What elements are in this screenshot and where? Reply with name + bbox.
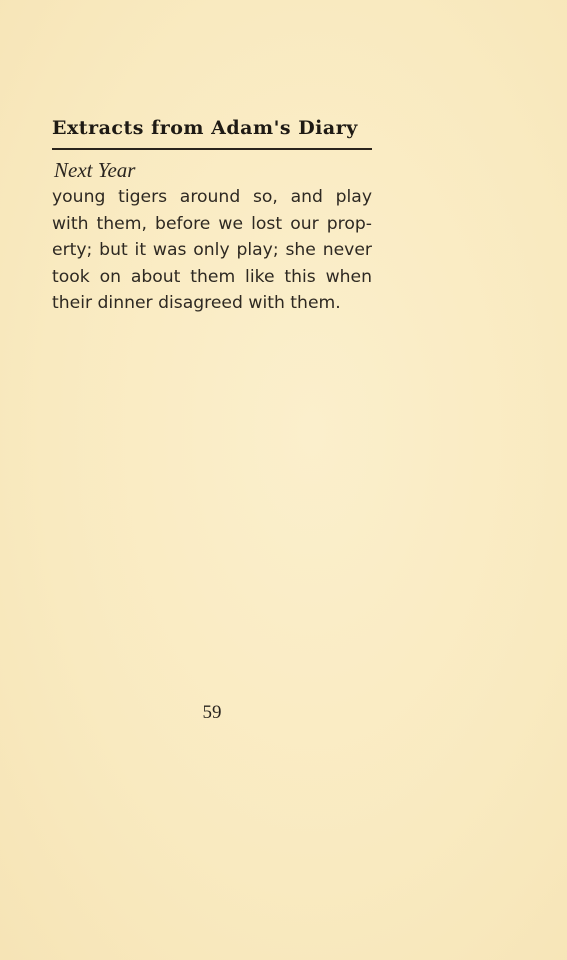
section-title: Next Year (54, 158, 136, 182)
body-line: young tigers around so, and play (52, 187, 372, 207)
body-paragraph (52, 184, 372, 317)
running-head: Extracts from Adam's Diary (52, 117, 358, 139)
body-line: took on about them like this when (52, 266, 372, 287)
header-rule (52, 148, 372, 150)
page-number: 59 (202, 702, 222, 723)
body-line: erty; but it was only play; she never (52, 240, 372, 260)
body-line: their dinner disagreed with them. (52, 293, 341, 313)
body-line: with them, before we lost our prop- (52, 213, 372, 234)
